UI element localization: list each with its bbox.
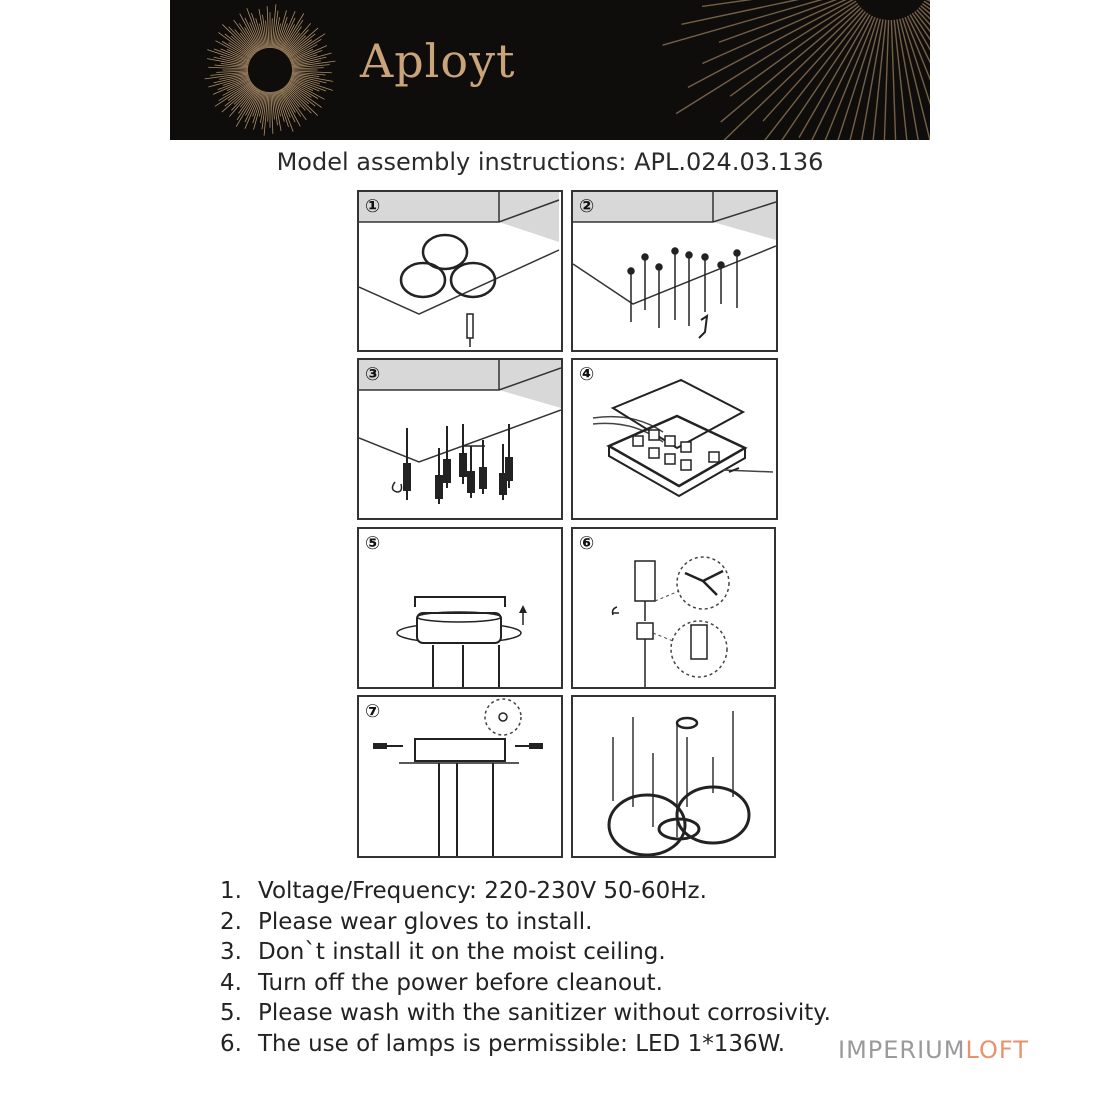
page-title: Model assembly instructions: APL.024.03.136 [276, 148, 824, 176]
junction-box-icon [573, 360, 776, 518]
step-panel-4 [571, 358, 778, 520]
step-number: ⑥ [579, 533, 595, 554]
suspension-cables-icon [573, 192, 776, 350]
sun-ray [688, 0, 855, 87]
cable-anchors-icon [359, 360, 561, 518]
list-item [220, 1029, 940, 1060]
step-panel-8 [571, 695, 776, 858]
list-item [220, 907, 940, 938]
sun-ray [702, 0, 853, 64]
brand-name: Aployt [360, 34, 516, 88]
list-item [220, 876, 940, 907]
canopy-mount-icon [359, 529, 561, 687]
sun-ray [910, 15, 930, 140]
note-number: 4. [220, 969, 242, 996]
note-number: 2. [220, 908, 242, 935]
canopy-screws-icon [359, 697, 561, 856]
note-number: 3. [220, 939, 242, 965]
list-item [220, 968, 940, 999]
note-number: 1. [220, 878, 242, 904]
watermark [838, 1036, 1029, 1064]
sun-ray [286, 85, 318, 115]
note-number: 5. [220, 1000, 242, 1026]
step-panel-2 [571, 190, 778, 352]
note-text: Voltage/Frequency: 220-230V 50-60Hz. [258, 878, 707, 904]
sun-ray [228, 83, 252, 100]
note-text: Please wash with the sanitizer without corrosivity. [258, 1000, 831, 1026]
note-text: Turn off the power before cleanout. [258, 969, 663, 996]
watermark-part-2: LOFT [965, 1036, 1029, 1064]
step-number: ② [579, 196, 595, 217]
ceiling-rings-drill-icon [359, 192, 561, 350]
sun-ray [730, 4, 858, 97]
watermark-part-1: IMPERIUM [838, 1036, 966, 1064]
sunburst-logo-icon [170, 0, 930, 140]
step-panel-5 [357, 527, 563, 689]
step-panel-7 [357, 695, 563, 858]
step-panel-6 [571, 527, 776, 689]
note-text: Don`t install it on the moist ceiling. [258, 939, 666, 965]
sun-ray [800, 16, 873, 140]
sun-ray [714, 8, 861, 140]
header-banner [170, 0, 930, 140]
sun-ray [288, 40, 312, 57]
list-item [220, 998, 940, 1029]
step-panel-1 [357, 190, 563, 352]
list-item [220, 937, 940, 968]
cable-gripper-icon [573, 529, 774, 687]
step-number: ⑤ [365, 533, 381, 554]
assembled-chandelier-icon [573, 697, 774, 856]
sun-ray [222, 24, 254, 54]
note-text: Please wear gloves to install. [258, 908, 593, 935]
sun-core [248, 48, 292, 92]
step-number: ① [365, 196, 381, 217]
safety-notes-list [220, 876, 940, 1059]
step-number: ③ [365, 364, 381, 385]
step-number: ⑦ [365, 701, 381, 722]
note-text: The use of lamps is permissible: LED 1*136W. [258, 1030, 786, 1057]
step-panel-3 [357, 358, 563, 520]
note-number: 6. [220, 1030, 242, 1057]
step-number: ④ [579, 364, 595, 385]
